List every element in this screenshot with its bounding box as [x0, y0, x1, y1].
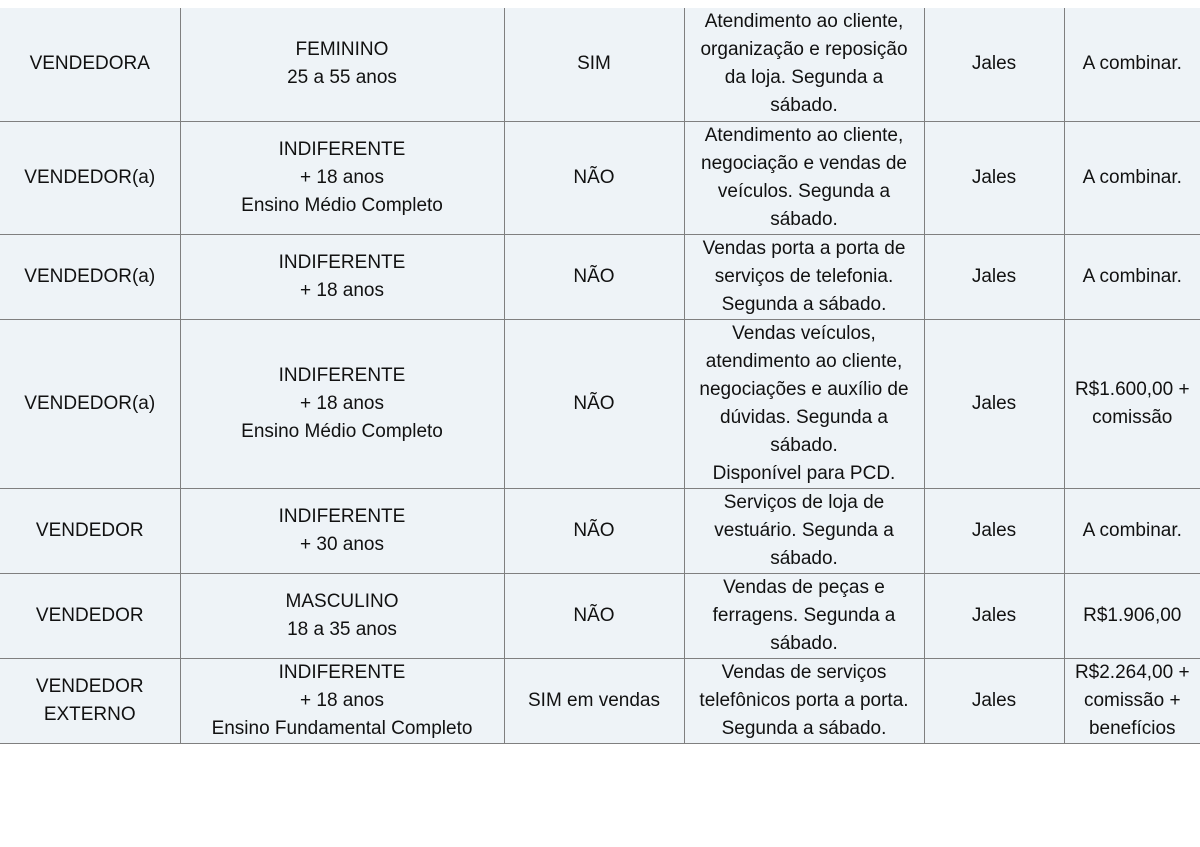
- salary-cell-line: A combinar.: [1082, 53, 1182, 75]
- activities-cell-line: sábado.: [770, 434, 838, 456]
- activities-cell-line: Atendimento ao cliente,: [704, 124, 904, 146]
- experience-cell: [504, 319, 684, 488]
- experience-cell-line: NÃO: [573, 519, 615, 541]
- job-title-cell: [0, 573, 180, 658]
- profile-cell-line: INDIFERENTE: [278, 138, 406, 160]
- salary-cell-line: comissão: [1092, 406, 1173, 428]
- experience-cell: [504, 121, 684, 234]
- activities-cell: [684, 8, 924, 121]
- activities-cell-line: organização e reposição: [700, 39, 908, 61]
- activities-cell-line: atendimento ao cliente,: [705, 350, 903, 372]
- activities-cell-line: veículos. Segunda a: [717, 180, 891, 202]
- activities-cell-line: sábado.: [770, 547, 838, 569]
- salary-cell-line: A combinar.: [1082, 519, 1182, 541]
- salary-cell: [1064, 488, 1200, 573]
- table-row: [0, 8, 1200, 121]
- profile-cell-line: Ensino Médio Completo: [241, 420, 443, 442]
- experience-cell-line: NÃO: [573, 166, 615, 188]
- salary-cell-line: A combinar.: [1082, 265, 1182, 287]
- activities-cell-line: ferragens. Segunda a: [712, 604, 896, 626]
- city-cell: [924, 121, 1064, 234]
- table-row: [0, 658, 1200, 743]
- city-cell: [924, 488, 1064, 573]
- job-title-cell: [0, 8, 180, 121]
- experience-cell: [504, 488, 684, 573]
- salary-cell: [1064, 319, 1200, 488]
- activities-cell-line: negociação e vendas de: [701, 152, 907, 174]
- activities-cell-line: telefônicos porta a porta.: [699, 689, 909, 711]
- salary-cell-line: comissão +: [1083, 689, 1181, 711]
- salary-cell: [1064, 658, 1200, 743]
- salary-cell: [1064, 573, 1200, 658]
- profile-cell-line: + 18 anos: [300, 689, 384, 711]
- salary-cell: [1064, 234, 1200, 319]
- salary-cell-line: benefícios: [1088, 717, 1176, 739]
- profile-cell-line: INDIFERENTE: [278, 661, 406, 683]
- table-row: [0, 573, 1200, 658]
- job-title-cell: [0, 319, 180, 488]
- job-title-cell-line: VENDEDOR(a): [24, 265, 156, 287]
- profile-cell-line: Ensino Médio Completo: [241, 194, 443, 216]
- job-title-cell: [0, 234, 180, 319]
- city-cell-line: Jales: [971, 166, 1017, 188]
- salary-cell-line: R$1.600,00 +: [1074, 378, 1190, 400]
- profile-cell-line: 25 a 55 anos: [287, 67, 397, 89]
- activities-cell-line: Segunda a sábado.: [721, 293, 887, 315]
- job-title-cell: [0, 658, 180, 743]
- activities-cell-line: negociações e auxílio de: [699, 378, 909, 400]
- activities-cell: [684, 488, 924, 573]
- job-listings-body: [0, 8, 1200, 743]
- table-row: [0, 121, 1200, 234]
- experience-cell: [504, 8, 684, 121]
- salary-cell: [1064, 8, 1200, 121]
- profile-cell: [180, 658, 504, 743]
- activities-cell-line: Serviços de loja de: [723, 491, 885, 513]
- profile-cell-line: + 18 anos: [300, 392, 384, 414]
- experience-cell-line: NÃO: [573, 604, 615, 626]
- activities-cell-line: dúvidas. Segunda a: [720, 406, 888, 428]
- job-title-cell-line: VENDEDOR: [35, 519, 144, 541]
- profile-cell-line: + 18 anos: [300, 279, 384, 301]
- city-cell: [924, 573, 1064, 658]
- city-cell-line: Jales: [971, 265, 1017, 287]
- activities-cell-line: Vendas de serviços: [721, 661, 887, 683]
- table-row: [0, 488, 1200, 573]
- experience-cell-line: NÃO: [573, 265, 615, 287]
- city-cell-line: Jales: [971, 604, 1017, 626]
- activities-cell-line: da loja. Segunda a: [724, 67, 884, 89]
- profile-cell: [180, 319, 504, 488]
- activities-cell: [684, 319, 924, 488]
- job-title-cell-line: EXTERNO: [43, 703, 136, 725]
- activities-cell-line: sábado.: [770, 95, 838, 117]
- job-title-cell-line: VENDEDOR: [35, 675, 144, 697]
- profile-cell-line: 18 a 35 anos: [287, 618, 397, 640]
- profile-cell-line: Ensino Fundamental Completo: [211, 717, 473, 739]
- salary-cell: [1064, 121, 1200, 234]
- table-row: [0, 319, 1200, 488]
- experience-cell-line: SIM em vendas: [528, 689, 660, 711]
- activities-cell-line: Vendas de peças e: [723, 576, 885, 598]
- activities-cell-line: sábado.: [770, 208, 838, 230]
- profile-cell: [180, 121, 504, 234]
- job-title-cell-line: VENDEDOR(a): [24, 166, 156, 188]
- profile-cell: [180, 8, 504, 121]
- job-title-cell-line: VENDEDOR(a): [24, 392, 156, 414]
- salary-cell-line: A combinar.: [1082, 166, 1182, 188]
- job-title-cell-line: VENDEDORA: [29, 53, 150, 75]
- activities-cell-line: Segunda a sábado.: [721, 717, 887, 739]
- profile-cell-line: INDIFERENTE: [278, 364, 406, 386]
- city-cell: [924, 8, 1064, 121]
- job-title-cell-line: VENDEDOR: [35, 604, 144, 626]
- city-cell: [924, 234, 1064, 319]
- activities-cell: [684, 658, 924, 743]
- activities-cell: [684, 234, 924, 319]
- activities-cell: [684, 121, 924, 234]
- profile-cell-line: + 30 anos: [300, 533, 384, 555]
- city-cell-line: Jales: [971, 53, 1017, 75]
- experience-cell: [504, 573, 684, 658]
- activities-cell-line: Vendas porta a porta de: [702, 237, 906, 259]
- profile-cell: [180, 573, 504, 658]
- profile-cell: [180, 488, 504, 573]
- city-cell: [924, 319, 1064, 488]
- profile-cell-line: INDIFERENTE: [278, 251, 406, 273]
- job-title-cell: [0, 488, 180, 573]
- profile-cell-line: + 18 anos: [300, 166, 384, 188]
- profile-cell-line: INDIFERENTE: [278, 505, 406, 527]
- salary-cell-line: R$1.906,00: [1083, 604, 1182, 626]
- city-cell-line: Jales: [971, 519, 1017, 541]
- activities-cell-line: sábado.: [770, 632, 838, 654]
- activities-cell-line: vestuário. Segunda a: [714, 519, 894, 541]
- salary-cell-line: R$2.264,00 +: [1074, 661, 1190, 683]
- experience-cell-line: NÃO: [573, 392, 615, 414]
- city-cell: [924, 658, 1064, 743]
- activities-cell-line: serviços de telefonia.: [714, 265, 894, 287]
- experience-cell: [504, 234, 684, 319]
- city-cell-line: Jales: [971, 689, 1017, 711]
- activities-cell-line: Disponível para PCD.: [712, 462, 896, 484]
- activities-cell-line: Atendimento ao cliente,: [704, 11, 904, 33]
- activities-cell: [684, 573, 924, 658]
- experience-cell-line: SIM: [577, 53, 611, 75]
- profile-cell-line: MASCULINO: [285, 590, 399, 612]
- job-title-cell: [0, 121, 180, 234]
- job-listings-table: [0, 8, 1200, 744]
- profile-cell-line: FEMININO: [295, 39, 389, 61]
- job-listings-sheet: [0, 8, 1200, 744]
- profile-cell: [180, 234, 504, 319]
- experience-cell: [504, 658, 684, 743]
- activities-cell-line: Vendas veículos,: [732, 322, 876, 344]
- table-row: [0, 234, 1200, 319]
- city-cell-line: Jales: [971, 392, 1017, 414]
